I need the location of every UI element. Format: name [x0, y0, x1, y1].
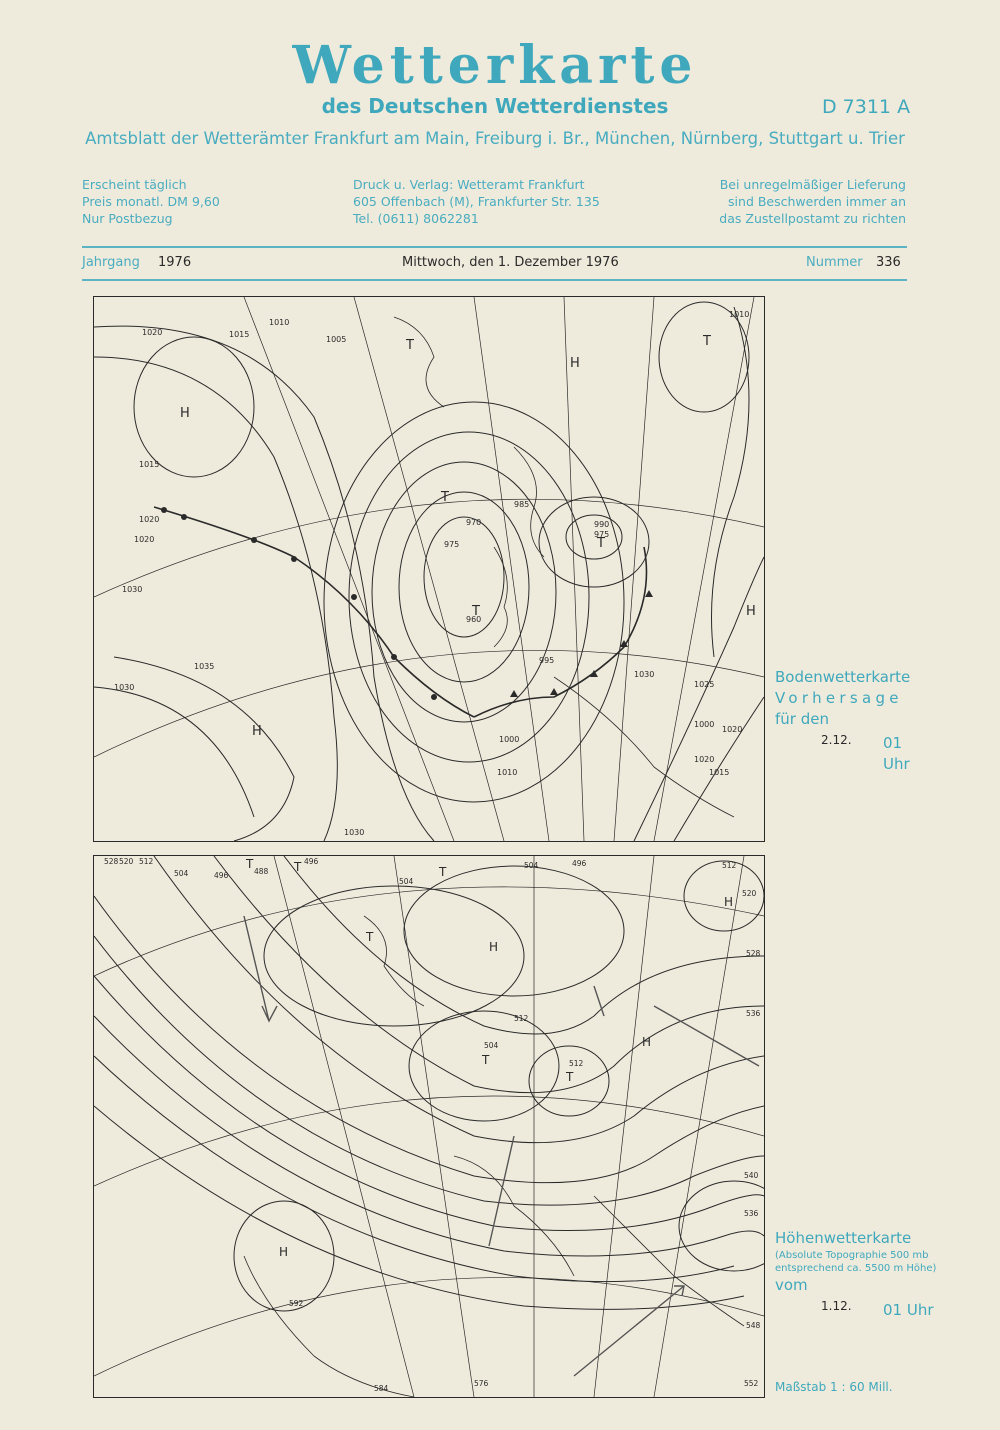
surface-weather-map — [93, 296, 765, 842]
isobar-label: 960 — [466, 615, 482, 624]
isobar-label: 1015 — [229, 330, 250, 339]
pressure-center-symbol: T — [566, 1070, 574, 1084]
isobar-label: 1020 — [722, 725, 743, 734]
front-marker — [510, 690, 518, 697]
isobar-label: 1030 — [114, 683, 135, 692]
front-marker — [550, 688, 558, 695]
pressure-center-symbol: T — [703, 334, 711, 349]
contour-label: 536 — [746, 1009, 761, 1018]
caption-line: vom — [775, 1276, 808, 1294]
contour-label: 512 — [569, 1059, 584, 1068]
number-value: 336 — [876, 255, 901, 270]
dateline — [82, 255, 907, 270]
pressure-center-symbol: H — [180, 406, 190, 421]
front-marker — [431, 694, 437, 700]
isobar-label: 1010 — [729, 310, 750, 319]
contour-label: 548 — [746, 1321, 761, 1330]
contour-label: 512 — [139, 857, 154, 866]
upper-air-map — [93, 855, 765, 1398]
caption-line: (Absolute Topographie 500 mb — [775, 1250, 929, 1261]
isobar-label: 1025 — [694, 680, 715, 689]
divider-top — [82, 246, 907, 248]
pressure-center-symbol: H — [489, 940, 499, 954]
pressure-center-symbol: H — [279, 1245, 289, 1259]
contour-label: 496 — [572, 859, 587, 868]
analysis-time: 01 Uhr — [883, 1301, 934, 1319]
upper-map-caption — [775, 1228, 936, 1320]
isobar-label: 1015 — [709, 768, 730, 777]
isobar-label: 1000 — [499, 735, 520, 744]
info-line: das Zustellpostamt zu richten — [719, 211, 906, 226]
forecast-date: 2.12. — [821, 733, 852, 747]
front-marker — [181, 514, 187, 520]
contour-label: 552 — [744, 1379, 759, 1388]
info-line: sind Beschwerden immer an — [728, 194, 906, 209]
pressure-center-symbol: T — [482, 1053, 490, 1067]
year-value: 1976 — [158, 255, 192, 270]
info-line: 605 Offenbach (M), Frankfurter Str. 135 — [353, 194, 600, 209]
caption-line: Höhenwetterkarte — [775, 1229, 912, 1247]
contour-label: 512 — [722, 861, 737, 870]
front-marker — [645, 590, 653, 597]
front-marker — [251, 537, 257, 543]
contour-label: 504 — [399, 877, 414, 886]
isobar-label: 1020 — [694, 755, 715, 764]
contour-label: 592 — [289, 1299, 304, 1308]
isobar-label: 1010 — [497, 768, 518, 777]
surface-map-drawing — [94, 297, 764, 841]
contour-label: 520 — [742, 889, 757, 898]
caption-line: Bodenwetterkarte — [775, 668, 911, 686]
pressure-center-symbol: T — [246, 857, 254, 871]
pressure-center-symbol: H — [746, 604, 756, 619]
pressure-center-symbol: T — [597, 536, 605, 551]
contour-label: 504 — [174, 869, 189, 878]
info-line: Tel. (0611) 8062281 — [353, 211, 479, 226]
newspaper-subtitle: des Deutschen Wetterdienstes — [321, 94, 669, 118]
pressure-center-symbol: H — [724, 895, 734, 909]
contour-label: 528 — [104, 857, 119, 866]
isobar-label: 1005 — [326, 335, 347, 344]
contour-label: 496 — [304, 857, 319, 866]
issue-date: Mittwoch, den 1. Dezember 1976 — [402, 255, 619, 270]
isobar-label: 985 — [514, 500, 530, 509]
contour-label: 584 — [374, 1384, 389, 1393]
pressure-center-symbol: H — [252, 724, 262, 739]
info-line: Preis monatl. DM 9,60 — [82, 194, 220, 209]
pressure-center-symbol: T — [439, 865, 447, 879]
contour-label: 504 — [484, 1041, 499, 1050]
isobar-label: 1030 — [634, 670, 655, 679]
pressure-center-symbol: T — [472, 604, 480, 619]
isobar-label: 1010 — [269, 318, 290, 327]
analysis-date: 1.12. — [821, 1299, 852, 1313]
isobar-label: 1030 — [122, 585, 143, 594]
info-line: Nur Postbezug — [82, 211, 173, 226]
newspaper-title: Wetterkarte — [292, 35, 698, 96]
official-gazette-line: Amtsblatt der Wetterämter Frankfurt am Main, Freiburg i. Br., München, Nürnberg, Stuttgart u. Trier — [85, 129, 905, 148]
pressure-center-symbol: H — [642, 1035, 652, 1049]
isobar-label: 1020 — [134, 535, 155, 544]
contour-label: 576 — [474, 1379, 489, 1388]
isobar-label: 1035 — [194, 662, 215, 671]
info-line: Bei unregelmäßiger Lieferung — [719, 177, 906, 192]
contour-label: 504 — [524, 861, 539, 870]
pressure-center-symbol: T — [294, 860, 302, 874]
caption-line: entsprechend ca. 5500 m Höhe) — [775, 1263, 937, 1274]
contour-label: 540 — [744, 1171, 759, 1180]
front-marker — [391, 654, 397, 660]
isobar-label: 1020 — [139, 515, 160, 524]
front-marker — [351, 594, 357, 600]
isobar-label: 1020 — [142, 328, 163, 337]
pressure-center-symbol: H — [570, 356, 580, 371]
pressure-center-symbol: T — [366, 930, 374, 944]
isobar-label: 990 — [594, 520, 610, 529]
isobar-label: 975 — [594, 530, 610, 539]
caption-line: für den — [775, 710, 829, 728]
divider-bottom — [82, 279, 907, 281]
isobar-label: 1030 — [344, 828, 365, 837]
contour-label: 536 — [744, 1209, 759, 1218]
isobar-label: 995 — [539, 656, 555, 665]
contour-label: 528 — [746, 949, 761, 958]
isobar-label: 1015 — [139, 460, 160, 469]
pressure-center-symbol: T — [406, 338, 414, 353]
map-scale: Maßstab 1 : 60 Mill. — [775, 1380, 893, 1394]
isobar-label: 1000 — [694, 720, 715, 729]
upper-map-drawing — [94, 856, 764, 1397]
contour-label: 512 — [514, 1014, 529, 1023]
info-line: Erscheint täglich — [82, 177, 187, 192]
isobar-label: 970 — [466, 518, 482, 527]
forecast-time: 01 Uhr — [883, 734, 910, 773]
surface-map-caption — [775, 667, 911, 773]
publisher-info — [353, 176, 600, 227]
contour-label: 520 — [119, 857, 134, 866]
pressure-center-symbol: T — [441, 490, 449, 505]
issue-code: D 7311 A — [822, 96, 911, 118]
contour-label: 488 — [254, 867, 269, 876]
contour-label: 496 — [214, 871, 229, 880]
info-line: Druck u. Verlag: Wetteramt Frankfurt — [353, 177, 585, 192]
front-marker — [161, 507, 167, 513]
delivery-info — [710, 176, 906, 227]
caption-line: Vorhersage — [775, 689, 903, 707]
isobar-label: 975 — [444, 540, 460, 549]
front-marker — [291, 556, 297, 562]
year-label: Jahrgang — [82, 255, 140, 270]
number-label: Nummer — [806, 255, 863, 270]
subscription-info — [82, 176, 220, 227]
